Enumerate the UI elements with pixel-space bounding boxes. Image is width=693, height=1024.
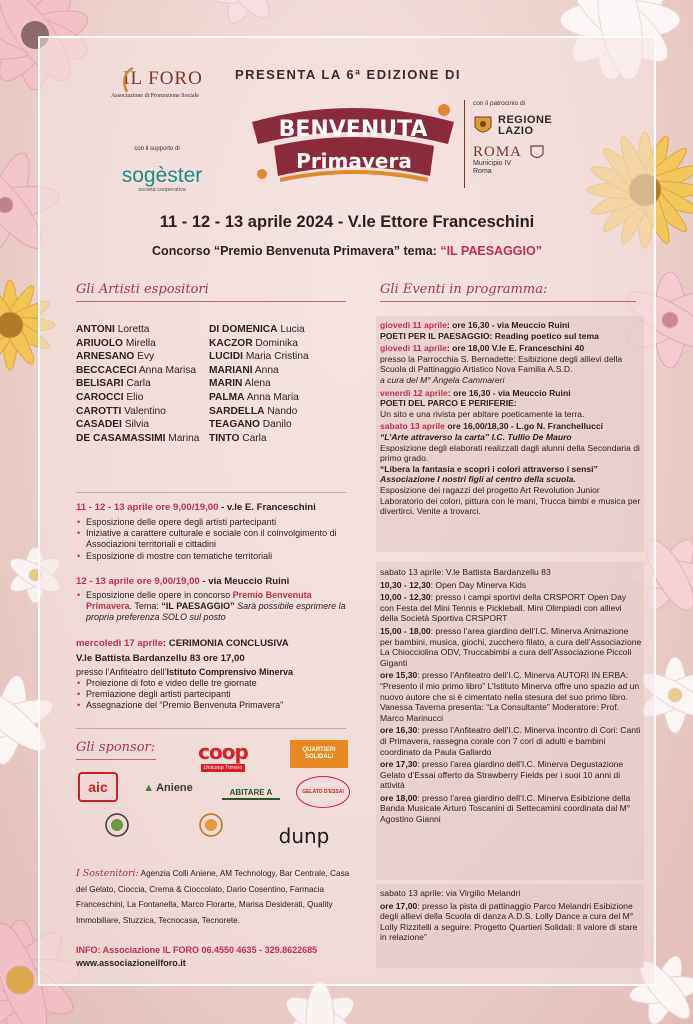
artists-column-2	[209, 323, 309, 445]
artist-entry: LUCIDI Maria Cristina	[209, 351, 309, 363]
sogester-name: sogèster	[121, 164, 203, 187]
event-entry: ore 17,00: presso la pista di pattinaggio Parco Melandri Esibizione degli allievi della Scuola di danza A.D.S. Lolly Dance a cura del M° Lolly Rizzitelli a seguire: Progetto Quartieri Solidali: Il valore di stare in relazione”	[380, 900, 638, 943]
artist-entry: CASADEI Silvia	[76, 419, 150, 431]
block-ceremony	[76, 638, 348, 712]
roma-shield-icon	[530, 145, 544, 161]
municipio-line2: Roma	[473, 168, 492, 175]
logo-line1: BENVENUTA	[278, 117, 428, 142]
benvenuta-primavera-logo	[244, 94, 462, 194]
lazio-shield-icon	[473, 115, 493, 137]
divider	[76, 492, 346, 493]
event-entry: ore 15,30: presso l’Anfiteatro dell’I.C. Minerva AUTORI IN ERBA: “Presento il mio primo libro” L’Istituto Minerva offre uno spazio ad un nuovo autore che si è cimentato nella stesura del suo primo libro. Vanessa Taverna presenta: “La Consultante” Moderatore: Prof. Marco Marinucci	[380, 670, 640, 723]
coop-name: coop	[198, 740, 248, 764]
events-title: Gli Eventi in programma:	[380, 282, 548, 297]
regione-lazio-text	[498, 115, 552, 137]
concorso-line	[38, 244, 656, 258]
regione-lazio-logo	[473, 115, 584, 137]
artist-entry: BECCACECI Anna Marisa	[76, 364, 197, 376]
sponsors-title: Gli sponsor:	[76, 740, 156, 755]
roma-text: ROMA	[473, 144, 523, 160]
artists-column-1	[76, 323, 199, 445]
sostenitori-text: Agenzia Colli Aniene, AM Technology, Bar Centrale, Casa del Gelato, Cioccia, Crema & Cioccolato, Dario Cosentino, Farmacia Franceschini, La Fontanella, Marco Florarte, Marisa Desiderati, Quality Immobiliare, Stuzzica, Tecnocasa, Tecnorete.	[76, 869, 350, 925]
event-entry: 10,00 - 12,30: presso i campi sportivi della CRSPORT Open Day con Festa del Mini Tennis e Pickleball. Mini Olimpiadi con allievi della Società Sportiva CRSPORT	[380, 592, 627, 624]
block2-item: • Esposizione delle opere in concorso Premio Benvenuta Primavera. Tema: “IL PAESAGGIO” Sarà possibile esprimere la propria preferenza SOLO sul posto	[76, 590, 348, 624]
events-block3-heading: sabato 13 aprile: via Virgilio Melandri	[380, 888, 521, 898]
block3-item: • Premiazione degli artisti partecipanti	[76, 689, 348, 700]
artist-entry: CAROCCI Elio	[76, 391, 144, 403]
concorso-theme: “IL PAESAGGIO”	[440, 244, 542, 258]
artist-entry: ARIUOLO Mirella	[76, 337, 156, 349]
sponsor-gelato-logo: GELATO D'ESSAI	[296, 776, 350, 808]
event-entry: ore 16,30: presso l’Anfiteatro dell’I.C. Minerva Incontro di Cori: Canti di Primavera, rassegna corale con 7 cori di adulti e bambini coordinato da Paula Gallardo	[380, 725, 641, 757]
artist-entry: DE CASAMASSIMI Marina	[76, 432, 200, 444]
municipio-line1: Municipio IV	[473, 160, 512, 167]
artist-entry: TEAGANO Danilo	[209, 419, 292, 431]
regione-line2: LAZIO	[498, 125, 534, 137]
regione-line1: REGIONE	[498, 114, 553, 126]
event-entry: 10,30 - 12,30: Open Day Minerva Kids	[380, 579, 527, 590]
artist-entry: ANTONI Loretta	[76, 324, 150, 335]
info-contacts	[76, 944, 356, 969]
events-block-2	[380, 567, 642, 827]
sponsor-aic-logo: aic	[78, 772, 118, 802]
block3-place: V.le Battista Bardanzellu 83 ore 17,00	[76, 653, 245, 664]
sponsor-aniene-logo: ▲ Aniene	[143, 782, 193, 794]
event-entry: giovedì 11 aprile: ore 16,30 - via Meuccio Ruini POETI PER IL PAESAGGIO: Reading poetico sul tema	[380, 320, 599, 341]
artist-entry: BELISARI Carla	[76, 378, 151, 390]
event-entry: 15,00 - 18,00: presso l’area giardino dell’I.C. Minerva Animazione per bambini, musica, giochi, zucchero filato, a cura dell’Associazione La Chiocciolina ODV, Truccabimbi a cura dell’Associazione Piccoli Giganti	[380, 625, 642, 668]
supporto-label: con il supporto di	[134, 146, 180, 152]
presenta-heading: PRESENTA LA 6ª EDIZIONE DI	[234, 67, 462, 82]
artist-entry: MARIN Alena	[209, 378, 271, 390]
event-entry: sabato 13 aprile ore 16,00/18,30 - L.go N. Franchellucci “L’Arte attraverso la carta” I.C. Tullio De Mauro Esposizione degli elaborati realizzati dagli alunni della Secondaria di primo grado. “Libera la fantasia e scopri i colori attraverso i sensi” Associazione I nostri figli al centro della scuola. Esposizione dei ragazzi del progetto Art Revolution Junior Laboratorio dei colori, pittura con le mani, Trucca bimbi e musica per divertirci. Venite a trovarci.	[380, 421, 641, 517]
events-block2-heading: sabato 13 aprile: V.le Battista Bardanzellu 83	[380, 567, 551, 577]
block3-heading: mercoledì 17 aprile: CERIMONIA CONCLUSIVA	[76, 638, 289, 649]
sostenitori	[76, 866, 352, 928]
event-dates: 11 - 12 - 13 aprile 2024 - V.le Ettore Franceschini	[159, 213, 535, 231]
logo-line2: Primavera	[296, 149, 412, 173]
il-foro-logo	[100, 68, 210, 99]
org-name: IL FORO	[123, 68, 203, 89]
patrocinio-box	[464, 100, 584, 188]
artists-title-underline	[76, 301, 346, 302]
artist-entry: KACZOR Dominika	[209, 337, 298, 349]
artist-entry: SARDELLA Nando	[209, 405, 298, 417]
artist-entry: CAROTTI Valentino	[76, 405, 166, 417]
sogester-logo	[112, 164, 212, 193]
block1-item: • Iniziative a carattere culturale e sociale con il coinvolgimento di Associazioni territoriali e cittadini	[76, 528, 348, 550]
sponsor-circle-orange-logo	[198, 812, 224, 838]
sponsor-coop-logo	[190, 738, 256, 774]
org-subtitle: Associazione di Promozione Sociale	[111, 93, 199, 99]
block1-heading: 11 - 12 - 13 aprile ore 9,00/19,00 - v.le E. Franceschini	[76, 502, 316, 513]
events-title-underline	[380, 301, 636, 302]
sogester-subtitle: società cooperativa	[138, 187, 186, 193]
events-block-3	[380, 888, 642, 945]
coop-sub: Unicoop Tirreno	[201, 764, 246, 772]
block3-item: • Proiezione di foto e video delle tre giornate	[76, 678, 348, 689]
block3-item: • Assegnazione del “Premio Benvenuta Primavera”	[76, 700, 348, 711]
artist-entry: MARIANI Anna	[209, 364, 279, 376]
event-entry: ore 17,30: presso l’area giardino dell’I.C. Minerva Degustazione Gelato d’Essai offerto da Strawberry Fields per i suoi 10 anni di attività	[380, 759, 624, 791]
patrocinio-label: con il patrocinio di	[473, 100, 526, 107]
block3-sub: presso l’Anfiteatro dell’Istituto Comprensivo Minerva	[76, 667, 294, 677]
sponsors-title-underline	[76, 759, 156, 760]
events-block-1	[380, 320, 642, 519]
event-entry: giovedì 11 aprile: ore 18,00 V.le E. Franceschini 40 presso la Parrocchia S. Bernadette: Esibizione degli allievi della Scuola di Pattinaggio Artistico Nova Familia A.S.D. a cura del M° Angela Cammareri	[380, 343, 623, 385]
block2-heading: 12 - 13 aprile ore 9,00/19,00 - via Meuccio Ruini	[76, 576, 290, 587]
event-entry: venerdì 12 aprile: ore 16,30 - via Meuccio Ruini POETI DEL PARCO E PERIFERIE: Un sito e una rivista per abitare poeticamente la terra.	[380, 387, 585, 419]
artist-entry: ARNESANO Evy	[76, 351, 155, 363]
block1-item: • Esposizione delle opere degli artisti partecipanti	[76, 517, 348, 528]
aniene-mark-icon: ▲	[143, 782, 155, 794]
sostenitori-label: I Sostenitori:	[76, 868, 139, 879]
artist-entry: TINTO Carla	[209, 432, 267, 444]
block-exhibition-1	[76, 502, 348, 562]
roma-municipio-logo	[473, 145, 584, 176]
artists-title: Gli Artisti espositori	[76, 282, 209, 297]
divider	[76, 728, 346, 729]
concorso-prefix: Concorso “Premio Benvenuta Primavera” tema:	[152, 244, 441, 258]
sponsor-quartieri-solidali-logo: QUARTIERI SOLIDALI	[290, 740, 348, 768]
sponsor-abitare-logo: ABITARE A	[222, 786, 280, 800]
sponsor-circle-green-logo	[104, 812, 130, 838]
sponsor-dunp-logo: dunp	[278, 824, 330, 848]
info-website[interactable]: www.associazioneilforo.it	[76, 957, 186, 968]
info-line1: INFO: Associazione IL FORO 06.4550 4635 - 329.8622685	[76, 945, 318, 955]
block-exhibition-2	[76, 576, 348, 624]
artist-entry: DI DOMENICA Lucia	[209, 324, 305, 335]
il-foro-emblem-icon	[118, 66, 148, 96]
artist-entry: PALMA Anna Maria	[209, 391, 299, 403]
block1-item: • Esposizione di mostre con tematiche territoriali	[76, 551, 348, 562]
event-entry: ore 18,00: presso l’area giardino dell’I.C. Minerva Esibizione della Banda Musicale Arturo Toscanini di Settecamini coordinata dal M° Agostino Gianni	[380, 792, 631, 825]
